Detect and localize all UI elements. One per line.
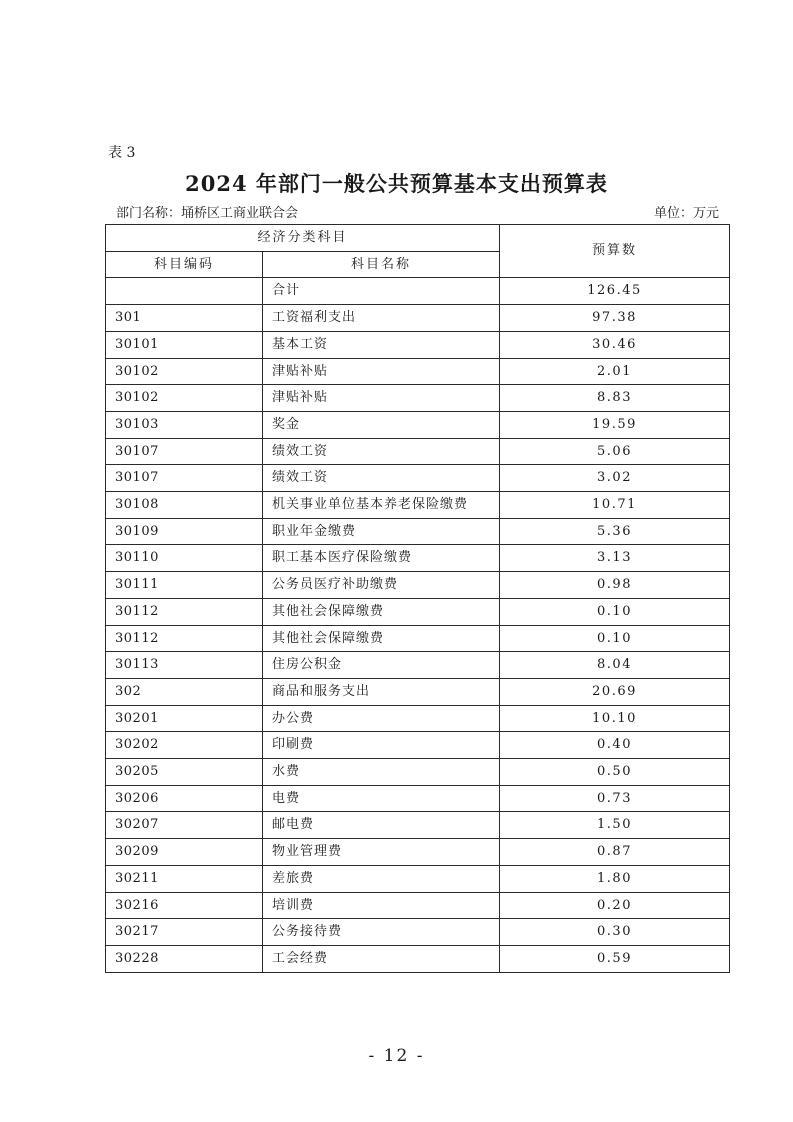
- table-row: [106, 438, 730, 465]
- subject-name-cell: 工资福利支出: [263, 305, 500, 332]
- budget-amount-cell: 2.01: [500, 358, 730, 385]
- subject-code-cell: 30103: [106, 411, 263, 438]
- table-row: [106, 705, 730, 732]
- table-row: [106, 919, 730, 946]
- subject-code-cell: 30107: [106, 465, 263, 492]
- page-title: 2024 年部门一般公共预算基本支出预算表: [185, 171, 608, 196]
- header-row: [106, 225, 730, 252]
- subject-name-cell: 办公费: [263, 705, 500, 732]
- subject-name-cell: 电费: [263, 785, 500, 812]
- table-row: [106, 598, 730, 625]
- subject-name-cell: 其他社会保障缴费: [263, 625, 500, 652]
- table-row: [106, 678, 730, 705]
- subject-code-cell: 30207: [106, 812, 263, 839]
- budget-amount-cell: 8.04: [500, 652, 730, 679]
- budget-amount-cell: 10.10: [500, 705, 730, 732]
- subject-code-cell: 30112: [106, 625, 263, 652]
- subject-name-cell: 物业管理费: [263, 839, 500, 866]
- subject-name-cell: 水费: [263, 759, 500, 786]
- subject-name-cell: 其他社会保障缴费: [263, 598, 500, 625]
- budget-amount-cell: 0.87: [500, 839, 730, 866]
- table-row: [106, 465, 730, 492]
- subject-code-cell: 30112: [106, 598, 263, 625]
- budget-table: [105, 224, 730, 973]
- header-economic-category: 经济分类科目: [106, 225, 500, 252]
- subject-name-cell: 印刷费: [263, 732, 500, 759]
- header-budget-amount: 预算数: [500, 225, 730, 278]
- unit-label: 单位：万元: [654, 206, 720, 221]
- budget-amount-cell: 5.36: [500, 518, 730, 545]
- table-row: [106, 812, 730, 839]
- budget-amount-cell: 19.59: [500, 411, 730, 438]
- budget-amount-cell: 126.45: [500, 278, 730, 305]
- subject-code-cell: 30110: [106, 545, 263, 572]
- table-label: 表 3: [108, 145, 136, 161]
- header-subject-code: 科目编码: [106, 251, 263, 278]
- subject-name-cell: 奖金: [263, 411, 500, 438]
- table-row: [106, 545, 730, 572]
- table-row: [106, 518, 730, 545]
- subject-name-cell: 基本工资: [263, 331, 500, 358]
- subject-name-cell: 职工基本医疗保险缴费: [263, 545, 500, 572]
- subject-name-cell: 津贴补贴: [263, 385, 500, 412]
- budget-amount-cell: 5.06: [500, 438, 730, 465]
- budget-amount-cell: 0.40: [500, 732, 730, 759]
- subject-code-cell: 30107: [106, 438, 263, 465]
- subject-code-cell: 30113: [106, 652, 263, 679]
- department-name: 部门名称：埇桥区工商业联合会: [116, 206, 299, 221]
- budget-amount-cell: 1.80: [500, 865, 730, 892]
- budget-amount-cell: 8.83: [500, 385, 730, 412]
- table-row: [106, 839, 730, 866]
- budget-amount-cell: 0.59: [500, 945, 730, 972]
- subject-code-cell: 30102: [106, 358, 263, 385]
- budget-amount-cell: 0.10: [500, 598, 730, 625]
- subject-code-cell: 30228: [106, 945, 263, 972]
- table-row: [106, 759, 730, 786]
- budget-amount-cell: 3.13: [500, 545, 730, 572]
- table-row: [106, 331, 730, 358]
- budget-amount-cell: 10.71: [500, 492, 730, 519]
- budget-amount-cell: 0.50: [500, 759, 730, 786]
- table-row: [106, 865, 730, 892]
- subject-code-cell: 30109: [106, 518, 263, 545]
- subject-name-cell: 商品和服务支出: [263, 678, 500, 705]
- table-row: [106, 358, 730, 385]
- table-row: [106, 572, 730, 599]
- subject-code-cell: 30209: [106, 839, 263, 866]
- header-subject-name: 科目名称: [263, 251, 500, 278]
- subject-name-cell: 邮电费: [263, 812, 500, 839]
- subject-name-cell: 公务员医疗补助缴费: [263, 572, 500, 599]
- subject-name-cell: 差旅费: [263, 865, 500, 892]
- subject-name-cell: 住房公积金: [263, 652, 500, 679]
- subject-code-cell: 30101: [106, 331, 263, 358]
- subject-code-cell: 30201: [106, 705, 263, 732]
- subject-code-cell: 301: [106, 305, 263, 332]
- table-row: [106, 492, 730, 519]
- subject-code-cell: 30102: [106, 385, 263, 412]
- table-row: [106, 305, 730, 332]
- subject-code-cell: 30206: [106, 785, 263, 812]
- budget-amount-cell: 0.20: [500, 892, 730, 919]
- subject-name-cell: 培训费: [263, 892, 500, 919]
- budget-amount-cell: 3.02: [500, 465, 730, 492]
- table-row: [106, 732, 730, 759]
- subject-code-cell: 30216: [106, 892, 263, 919]
- table-row: [106, 652, 730, 679]
- subject-name-cell: 公务接待费: [263, 919, 500, 946]
- budget-amount-cell: 97.38: [500, 305, 730, 332]
- subject-code-cell: 302: [106, 678, 263, 705]
- subject-name-cell: 绩效工资: [263, 438, 500, 465]
- subject-code-cell: 30108: [106, 492, 263, 519]
- budget-amount-cell: 0.73: [500, 785, 730, 812]
- subject-name-cell: 津贴补贴: [263, 358, 500, 385]
- budget-amount-cell: 20.69: [500, 678, 730, 705]
- table-row: [106, 892, 730, 919]
- table-row: [106, 411, 730, 438]
- subject-name-cell: 工会经费: [263, 945, 500, 972]
- budget-amount-cell: 30.46: [500, 331, 730, 358]
- subject-code-cell: 30111: [106, 572, 263, 599]
- subject-code-cell: 30202: [106, 732, 263, 759]
- subject-name-cell: 机关事业单位基本养老保险缴费: [263, 492, 500, 519]
- page-number: - 12 -: [368, 1046, 425, 1066]
- subject-code-cell: 30205: [106, 759, 263, 786]
- budget-amount-cell: 0.10: [500, 625, 730, 652]
- subject-code-cell: 30211: [106, 865, 263, 892]
- subject-code-cell: 30217: [106, 919, 263, 946]
- subject-name-cell: 合计: [263, 278, 500, 305]
- subject-name-cell: 职业年金缴费: [263, 518, 500, 545]
- subject-name-cell: 绩效工资: [263, 465, 500, 492]
- table-row: [106, 785, 730, 812]
- budget-amount-cell: 0.30: [500, 919, 730, 946]
- table-body: [106, 278, 730, 972]
- subject-code-cell: [106, 278, 263, 305]
- table-row: [106, 945, 730, 972]
- budget-amount-cell: 0.98: [500, 572, 730, 599]
- table-row: [106, 385, 730, 412]
- table-row: [106, 625, 730, 652]
- budget-amount-cell: 1.50: [500, 812, 730, 839]
- table-row: [106, 278, 730, 305]
